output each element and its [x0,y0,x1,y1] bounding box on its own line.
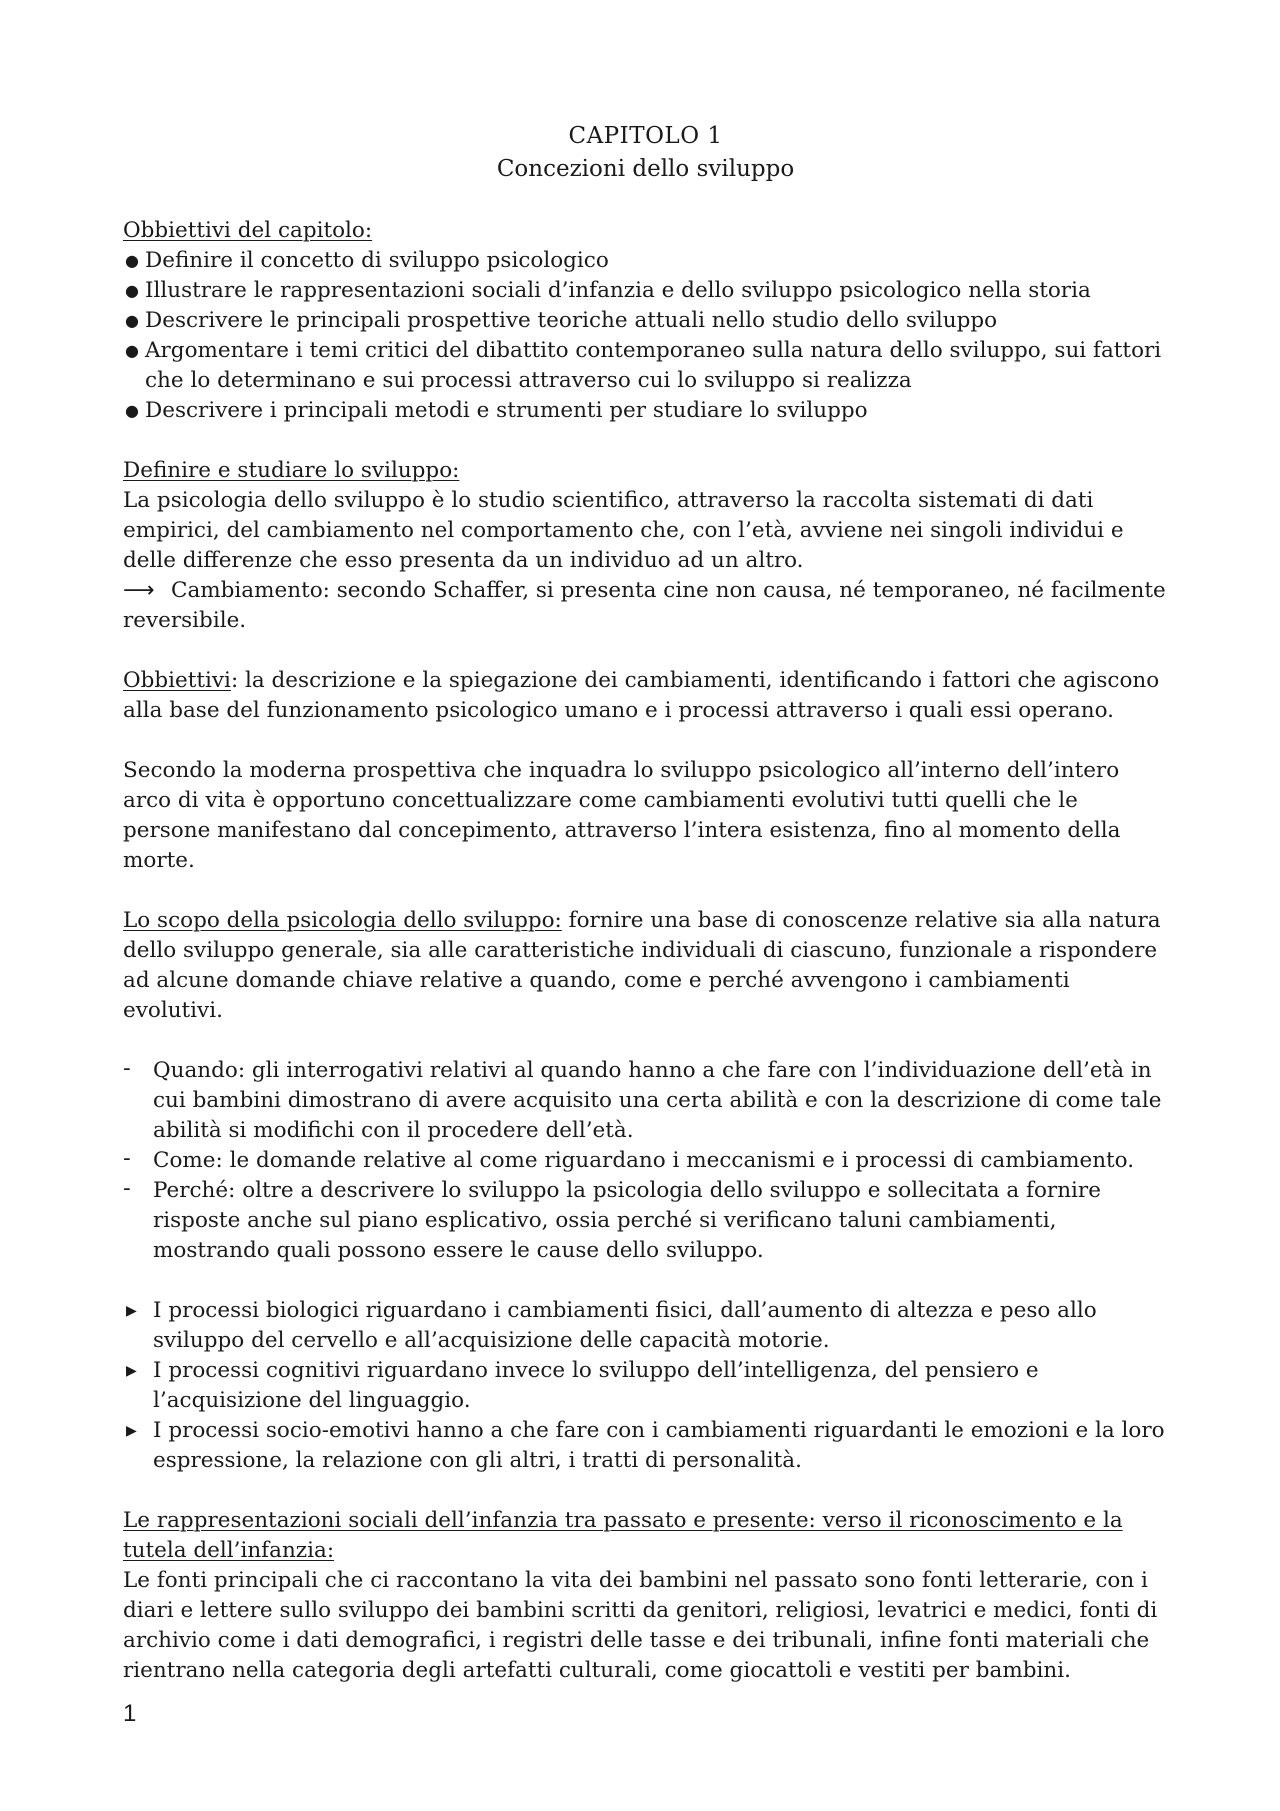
representations-section [123,1506,1168,1686]
aims-label: Obbiettivi [123,668,231,693]
bullet-dot-icon: ● [125,281,139,300]
triangle-bullet-icon: ▶ [126,1423,137,1439]
list-item: - Come: le domande relative al come riguardano i meccanismi e i processi di cambiamento. [123,1146,1135,1173]
list-item: - Perché: oltre a descrivere lo sviluppo la psicologia dello sviluppo e sollecitata a fornire risposte anche sul piano esplicativo, ossia perché si verificano taluni cambiamenti, mostrando quali possono essere le cause dello sviluppo. [123,1176,1101,1263]
define-note: ⟶ Cambiamento: secondo Schaffer, si presenta cine non causa, né temporaneo, né facilmente reversibile. [123,578,1166,633]
page-number: 1 [123,1700,137,1727]
objectives-heading: Obbiettivi del capitolo: [123,218,373,243]
representations-heading: Le rappresentazioni sociali dell’infanzia tra passato e presente: verso il riconoscimento e la tutela dell’infanzia: [123,1508,1123,1563]
bullet-dot-icon: ● [125,401,139,420]
representations-body: Le fonti principali che ci raccontano la vita dei bambini nel passato sono fonti letterarie, con i diari e lettere sullo sviluppo dei bambini scritti da genitori, religiosi, levatrici e medici, fonti di archivio come i dati demografici, i registri delle tasse e dei tribunali, infine fonti materiali che rientrano nella categoria degli artefatti culturali, come giocattoli e vestiti per bambini. [123,1568,1158,1683]
list-item: ● Descrivere i principali metodi e strumenti per studiare lo sviluppo [123,396,1168,426]
define-heading: Definire e studiare lo sviluppo: [123,458,460,483]
objectives-section [123,216,1168,426]
objectives-list [123,246,1168,426]
list-item: - Quando: gli interrogativi relativi al quando hanno a che fare con l’individuazione dell’età in cui bambini dimostrano di avere acquisito una certa abilità e con la descrizione di come tale abilità si modifichi con il procedere dell’età. [123,1056,1162,1143]
list-item: ● Argomentare i temi critici del dibattito contemporaneo sulla natura dello sviluppo, sui fattori che lo determinano e sui processi attraverso cui lo sviluppo si realizza [125,338,1162,393]
scope-label: Lo scopo della psicologia dello sviluppo: [123,908,562,933]
aims-paragraph: Obbiettivi: la descrizione e la spiegazione dei cambiamenti, identificando i fattori che agiscono alla base del funzionamento psicologico umano e i processi attraverso i quali essi operano. [123,668,1160,723]
dash-bullet-icon: - [123,1176,131,1201]
bullet-dot-icon: ● [125,251,139,270]
dash-bullet-icon: - [123,1146,131,1171]
list-item: ● Descrivere le principali prospettive teoriche attuali nello studio dello sviluppo [123,306,1168,336]
triangle-bullet-icon: ▶ [126,1303,137,1319]
questions-list [123,1056,1168,1266]
list-item: ● Illustrare le rappresentazioni sociali d’infanzia e dello sviluppo psicologico nella storia [123,276,1168,306]
list-item: ▶ I processi cognitivi riguardano invece lo sviluppo dell’intelligenza, del pensiero e l’acquisizione del linguaggio. [126,1358,1039,1413]
list-item: ▶ I processi biologici riguardano i cambiamenti fisici, dall’aumento di altezza e peso allo sviluppo del cervello e all’acquisizione delle capacità motorie. [126,1298,1097,1353]
long-arrow-right-icon: ⟶ [123,578,155,603]
chapter-title: CAPITOLO 1 [568,123,723,149]
dash-bullet-icon: - [123,1056,131,1081]
bullet-dot-icon: ● [125,341,139,360]
scope-paragraph: Lo scopo della psicologia dello sviluppo: fornire una base di conoscenze relative sia alla natura dello sviluppo generale, sia alle caratteristiche individuali di ciascuno, funzionale a rispondere ad alcune domande chiave relative a quando, come e perché avvengono i cambiamenti evolutivi. [123,908,1161,1023]
lifespan-paragraph: Secondo la moderna prospettiva che inquadra lo sviluppo psicologico all’interno dell’intero arco di vita è opportuno concettualizzare come cambiamenti evolutivi tutti quelli che le persone manifestano dal concepimento, attraverso l’intera esistenza, fino al momento della morte. [123,758,1121,873]
define-section [123,456,1168,636]
processes-list [123,1296,1168,1476]
triangle-bullet-icon: ▶ [126,1363,137,1379]
define-body: La psicologia dello sviluppo è lo studio scientifico, attraverso la raccolta sistemati di dati empirici, del cambiamento nel comportamento che, con l’età, avviene nei singoli individui e delle differenze che esso presenta da un individuo ad un altro. [123,488,1124,573]
document-page [123,120,1168,1686]
bullet-dot-icon: ● [125,311,139,330]
list-item: ▶ I processi socio-emotivi hanno a che fare con i cambiamenti riguardanti le emozioni e la loro espressione, la relazione con gli altri, i tratti di personalità. [126,1418,1165,1473]
list-item: ● Definire il concetto di sviluppo psicologico [123,246,1168,276]
chapter-subtitle: Concezioni dello sviluppo [496,156,795,182]
